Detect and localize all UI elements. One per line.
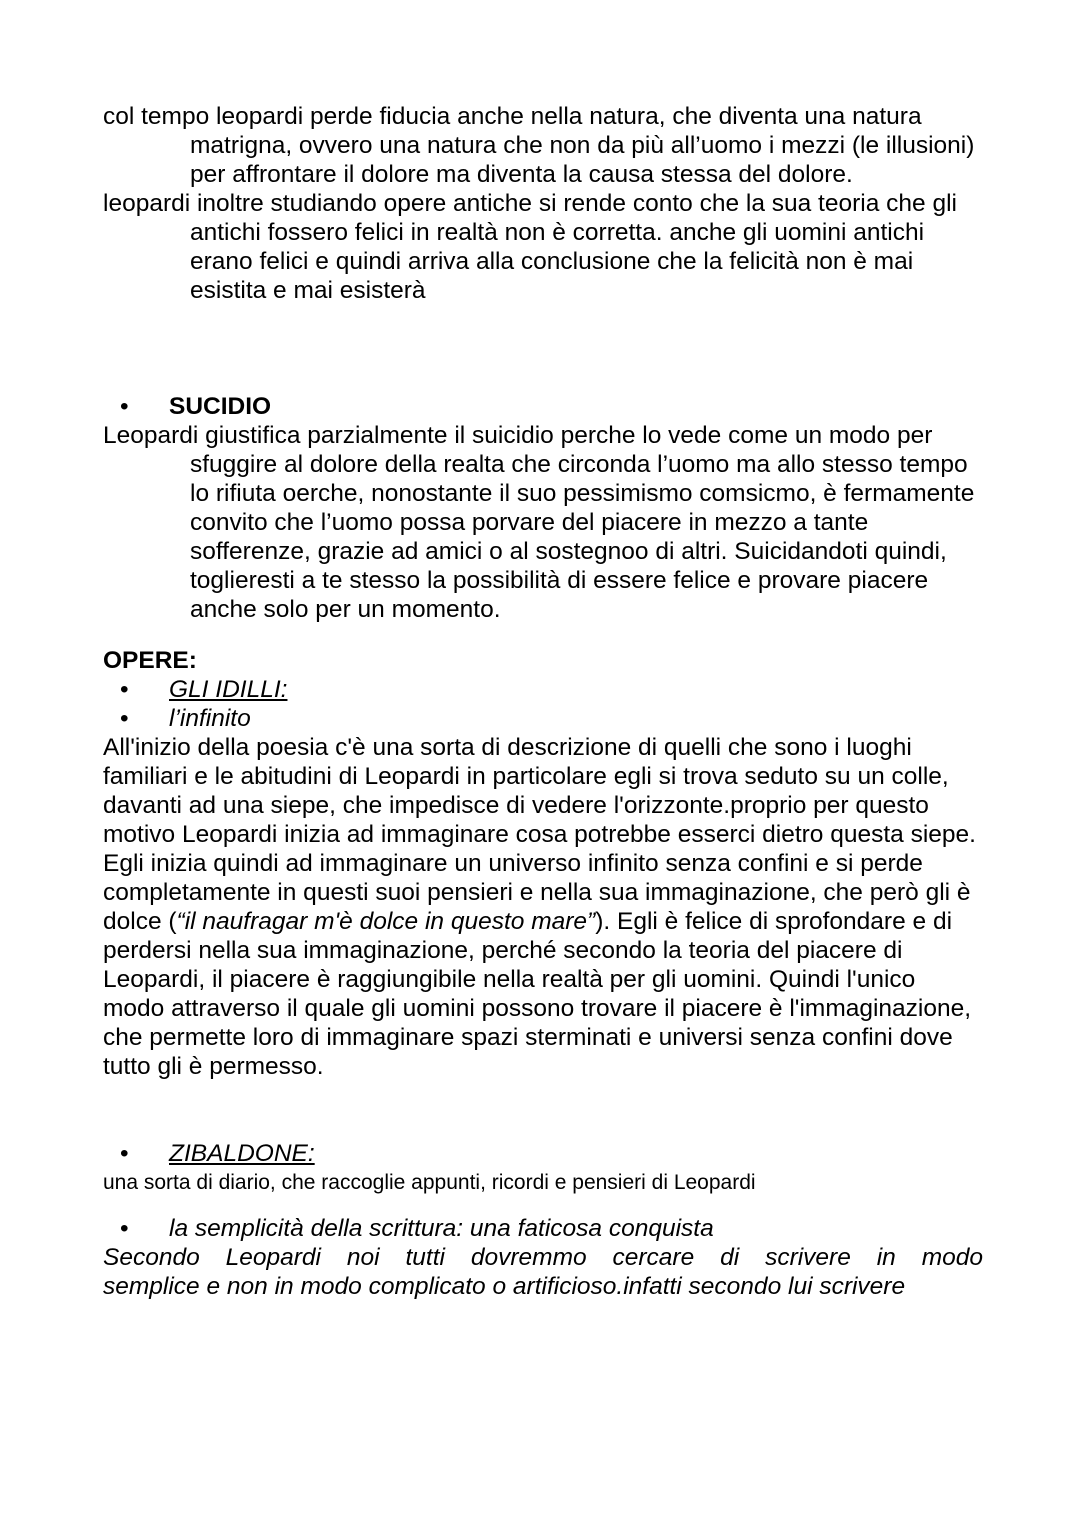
spacer — [103, 1081, 983, 1139]
heading-zibaldone: ZIBALDONE: — [169, 1140, 315, 1167]
spacer — [103, 624, 983, 646]
paragraph-semplicita-line1: Secondo Leopardi noi tutti dovremmo cercare di scrivere in modo — [103, 1244, 983, 1271]
heading-suicidio: SUCIDIO — [169, 393, 272, 420]
bullet-icon: • — [120, 676, 129, 703]
document-page — [103, 102, 983, 1301]
heading-infinito: l’infinito — [169, 705, 251, 732]
heading-idilli: GLI IDILLI: — [169, 676, 288, 703]
paragraph-suicidio: Leopardi giustifica parzialmente il suicidio perche lo vede come un modo per sfuggire al dolore della realta che circonda l’uomo ma allo stesso tempo lo rifiuta oerche, nonostante il suo pessimismo comsicmo, è fermamente convito che l’uomo possa porvare del piacere in mezzo a tante sofferenze, grazie ad amici o al sostegnoo di altri. Suicidandoti quindi, toglieresti a te stesso la possibilità di essere felice e provare piacere anche solo per un momento. — [103, 422, 975, 623]
paragraph-semplicita-line2: semplice e non in modo complicato o artificioso.infatti secondo lui scrivere — [103, 1273, 906, 1300]
list-item-idilli — [103, 675, 983, 704]
heading-opere: OPERE: — [103, 647, 197, 674]
paragraph-natura-matrigna: col tempo leopardi perde fiducia anche nella natura, che diventa una natura matrigna, ovvero una natura che non da più all’uomo i mezzi (le illusioni) per affrontare il dolore ma diventa la causa stessa del dolore. — [103, 103, 975, 188]
paragraph-infinito — [103, 733, 983, 1081]
bullet-icon: • — [120, 705, 129, 732]
bullet-icon: • — [120, 1215, 129, 1242]
heading-semplicita: la semplicità della scrittura: una faticosa conquista — [169, 1215, 714, 1242]
spacer — [103, 305, 983, 392]
infinito-quote: “il naufragar m'è dolce in questo mare” — [176, 908, 596, 935]
bullet-icon: • — [120, 1140, 129, 1167]
section-heading-zibaldone — [103, 1139, 983, 1168]
paragraph-zibaldone: una sorta di diario, che raccoglie appunti, ricordi e pensieri di Leopardi — [103, 1171, 756, 1194]
list-item-infinito — [103, 704, 983, 733]
section-heading-suicidio — [103, 392, 983, 421]
paragraph-antichi-felici: leopardi inoltre studiando opere antiche si rende conto che la sua teoria che gli antichi fossero felici in realtà non è corretta. anche gli uomini antichi erano felici e quindi arriva alla conclusione che la felicità non è mai esistita e mai esisterà — [103, 190, 957, 304]
spacer — [103, 1197, 983, 1214]
infinito-text-part2: ). Egli è felice di sprofondare e di perdersi nella sua immaginazione, perché secondo la teoria del piacere di Leopardi, il piacere è raggiungibile nella realtà per gli uomini. Quindi l'unico modo attraverso il quale gli uomini possono trovare il piacere è l'immaginazione, che permette loro di immaginare spazi sterminati e universi senza confini dove tutto gli è permesso. — [103, 908, 972, 1080]
bullet-icon: • — [120, 393, 129, 420]
infinito-text-part1: All'inizio della poesia c'è una sorta di descrizione di quelli che sono i luoghi familiari e le abitudini di Leopardi in particolare egli si trova seduto su un colle, davanti ad una siepe, che impedisce di vedere l'orizzonte.proprio per questo motivo Leopardi inizia ad immaginare cosa potrebbe esserci dietro questa siepe. Egli inizia quindi ad immaginare un universo infinito senza confini e si perde completamente in questi suoi pensieri e nella sua immaginazione, che però gli è dolce ( — [103, 734, 976, 935]
section-heading-semplicita — [103, 1214, 983, 1243]
